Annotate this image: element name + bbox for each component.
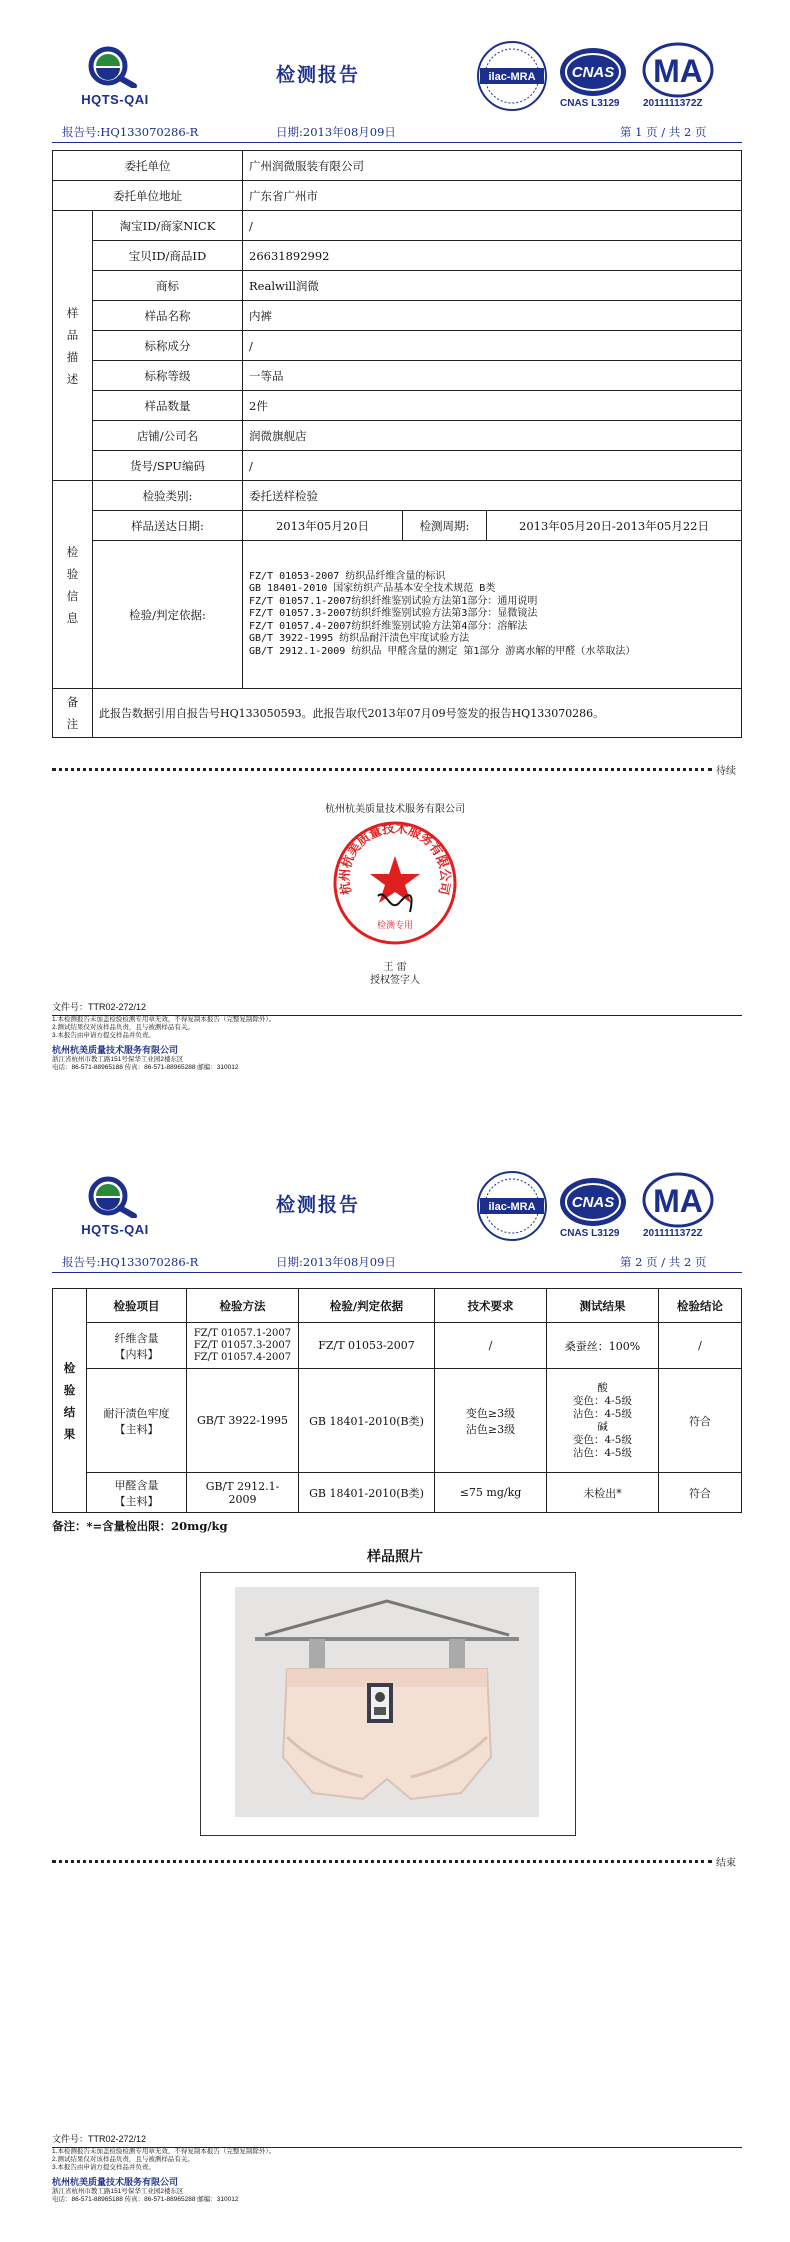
sample-label: 样品名称 [93, 301, 243, 331]
cnas-number: CNAS L3129 [560, 1228, 620, 1239]
ma-number: 2011111372Z [643, 1228, 703, 1239]
test-item: 甲醛含量 【主料】 [87, 1473, 187, 1513]
client-label: 委托单位 [53, 151, 243, 181]
logo-text: HQTS-QAI [81, 92, 149, 107]
sample-photo-title: 样品照片 [367, 1549, 423, 1565]
page-footer [52, 2132, 742, 2204]
detection-limit-note: 备注：*=含量检出限：20mg/kg [52, 1519, 228, 1533]
cnas-label: CNAS [571, 1194, 615, 1211]
seal-text: 杭州杭美质量技术服务有限公司 [336, 820, 454, 897]
footer-address: 浙江省杭州市教工路151号保华工业园2楼东区 [52, 2188, 184, 2195]
footer-note: 1.本检测报告未加盖检验检测专用章无效，不得复制本报告（完整复制除外）。 [52, 1016, 276, 1023]
inspection-type-value: 委托送样检验 [243, 481, 742, 511]
footer-contact: 电话：86-571-88965188 传真：86-571-88965288 邮编：310012 [52, 1064, 239, 1071]
basis-line: FZ/T 01057.4-2007纺织纤维鉴别试验方法第4部分：溶解法 [249, 620, 528, 632]
col-header: 测试结果 [547, 1289, 659, 1323]
cnas-label: CNAS [571, 64, 615, 81]
sample-photo [235, 1587, 539, 1817]
footer-company: 杭州杭美质量技术服务有限公司 [52, 1045, 179, 1055]
test-period-value: 2013年05月20日-2013年05月22日 [487, 511, 742, 541]
results-table [52, 1288, 742, 1513]
report-info-table [52, 150, 742, 738]
footer-address: 浙江省杭州市教工路151号保华工业园2楼东区 [52, 1056, 184, 1063]
end-divider [52, 1860, 712, 1863]
footer-note: 3.本报告由申请方提交样品并负责。 [52, 1032, 155, 1039]
sample-value: 2件 [243, 391, 742, 421]
sample-label: 宝贝ID/商品ID [93, 241, 243, 271]
table-row [53, 151, 742, 181]
table-row [53, 481, 742, 511]
test-method: FZ/T 01057.1-2007 FZ/T 01057.3-2007 FZ/T 01057.4-2007 [187, 1323, 299, 1369]
col-header: 检验结论 [659, 1289, 742, 1323]
continue-divider [52, 768, 712, 771]
inspection-info-group: 检 验 信 息 [53, 481, 93, 689]
sample-value: 一等品 [243, 361, 742, 391]
report-meta [0, 124, 790, 142]
report-header [0, 1130, 790, 1269]
footer-note: 2.测试结果仅对该样品负责，且与被测样品有关。 [52, 1024, 194, 1031]
basis-line: GB/T 3922-1995 纺织品耐汗渍色牢度试验方法 [249, 633, 470, 645]
test-requirement: / [435, 1323, 547, 1369]
cnas-number: CNAS L3129 [560, 98, 620, 109]
report-number: 报告号:HQ133070286-R [62, 125, 199, 139]
test-basis: GB 18401-2010(B类) [299, 1369, 435, 1473]
seal-subtext: 检测专用 [376, 921, 414, 931]
test-result: 桑蚕丝：100% [547, 1323, 659, 1369]
page-indicator: 第 1 页 / 共 2 页 [620, 125, 707, 139]
col-header: 检验方法 [187, 1289, 299, 1323]
sample-value: / [243, 451, 742, 481]
results-group: 检 验 结 果 [53, 1289, 87, 1513]
hqts-logo [60, 46, 170, 116]
report-number: 报告号:HQ133070286-R [62, 1255, 199, 1269]
page-indicator: 第 2 页 / 共 2 页 [620, 1255, 707, 1269]
table-row [53, 361, 742, 391]
report-header [0, 0, 790, 139]
table-row [53, 391, 742, 421]
inspection-type-label: 检验类别: [93, 481, 243, 511]
sample-value: / [243, 211, 742, 241]
signer-name: 王 雷 [383, 962, 407, 973]
sample-label: 标称成分 [93, 331, 243, 361]
page-footer [52, 1000, 742, 1072]
table-row [53, 331, 742, 361]
arrival-date-label: 样品送达日期: [93, 511, 243, 541]
ilac-mra-logo [476, 40, 548, 112]
test-requirement: ≤75 mg/kg [435, 1473, 547, 1513]
hqts-logo [60, 1176, 170, 1246]
test-item: 纤维含量 【内料】 [87, 1323, 187, 1369]
report-date: 日期:2013年08月09日 [276, 1255, 396, 1269]
test-basis: FZ/T 01053-2007 [299, 1323, 435, 1369]
basis-line: FZ/T 01057.1-2007纺织纤维鉴别试验方法第1部分：通用说明 [249, 595, 538, 607]
table-header-row [53, 1289, 742, 1323]
table-row [53, 241, 742, 271]
ma-label: MA [653, 1183, 703, 1219]
footer-contact: 电话：86-571-88965188 传真：86-571-88965288 邮编：310012 [52, 2196, 239, 2203]
col-header: 技术要求 [435, 1289, 547, 1323]
basis-line: FZ/T 01053-2007 纺织品纤维含量的标识 [249, 570, 446, 582]
sample-photo-frame [200, 1572, 576, 1836]
table-row [53, 301, 742, 331]
continue-word: 待续 [716, 766, 736, 777]
client-address-value: 广东省广州市 [243, 181, 742, 211]
basis-label: 检验/判定依据: [93, 541, 243, 689]
table-row [53, 1323, 742, 1369]
table-row [53, 181, 742, 211]
test-conclusion: 符合 [659, 1473, 742, 1513]
sample-value: 润微旗舰店 [243, 421, 742, 451]
table-row [53, 271, 742, 301]
end-word: 结束 [716, 1858, 736, 1869]
ma-number: 2011111372Z [643, 98, 703, 109]
issuing-company: 杭州杭美质量技术服务有限公司 [325, 804, 465, 815]
sample-label: 淘宝ID/商家NICK [93, 211, 243, 241]
test-result: 酸 变色：4-5级 沾色：4-5级 碱 变色：4-5级 沾色：4-5级 [547, 1369, 659, 1473]
basis-line: GB 18401-2010 国家纺织产品基本安全技术规范 B类 [249, 583, 496, 595]
sample-value: Realwill润微 [243, 271, 742, 301]
test-method: GB/T 2912.1-2009 [187, 1473, 299, 1513]
basis-line: GB/T 2912.1-2009 纺织品 甲醛含量的测定 第1部分 游离水解的甲醛（水萃取法） [249, 645, 636, 657]
table-row [53, 451, 742, 481]
sample-label: 标称等级 [93, 361, 243, 391]
basis-line: FZ/T 01057.3-2007纺织纤维鉴别试验方法第3部分：显微镜法 [249, 608, 538, 620]
ilac-mra-logo [476, 1170, 548, 1242]
col-header: 检验/判定依据 [299, 1289, 435, 1323]
sample-value: / [243, 331, 742, 361]
remark-value: 此报告数据引用自报告号HQ133050593。此报告取代2013年07月09号签发的报告HQ133070286。 [93, 689, 742, 738]
table-row [53, 689, 742, 738]
report-title: 检测报告 [276, 64, 361, 86]
col-header: 检验项目 [87, 1289, 187, 1323]
sample-description-group: 样 品 描 述 [53, 211, 93, 481]
sample-value: 26631892992 [243, 241, 742, 271]
footer-note: 2.测试结果仅对该样品负责，且与被测样品有关。 [52, 2156, 194, 2163]
file-number: 文件号：TTR02-272/12 [52, 1002, 147, 1012]
report-title: 检测报告 [276, 1194, 361, 1216]
report-date: 日期:2013年08月09日 [276, 125, 396, 139]
file-number: 文件号：TTR02-272/12 [52, 2134, 147, 2144]
ma-label: MA [653, 53, 703, 89]
footer-note: 3.本报告由申请方提交样品并负责。 [52, 2164, 155, 2171]
test-method: GB/T 3922-1995 [187, 1369, 299, 1473]
remark-label: 备 注 [53, 689, 93, 738]
header-rule [52, 142, 742, 143]
client-value: 广州润微服装有限公司 [243, 151, 742, 181]
footer-note: 1.本检测报告未加盖检验检测专用章无效，不得复制本报告（完整复制除外）。 [52, 2148, 276, 2155]
test-requirement: 变色≥3级 沾色≥3级 [435, 1369, 547, 1473]
table-row [53, 421, 742, 451]
report-page-2 [0, 1130, 790, 2242]
client-address-label: 委托单位地址 [53, 181, 243, 211]
test-result: 未检出* [547, 1473, 659, 1513]
header-rule [52, 1272, 742, 1273]
globe-magnifier-icon [84, 1176, 138, 1218]
official-seal [330, 818, 460, 948]
table-row [53, 511, 742, 541]
globe-magnifier-icon [84, 46, 138, 88]
sample-label: 货号/SPU编码 [93, 451, 243, 481]
sample-value: 内裤 [243, 301, 742, 331]
sample-label: 样品数量 [93, 391, 243, 421]
table-row [53, 211, 742, 241]
table-row [53, 1473, 742, 1513]
logo-text: HQTS-QAI [81, 1222, 149, 1237]
arrival-date-value: 2013年05月20日 [243, 511, 403, 541]
sample-label: 店铺/公司名 [93, 421, 243, 451]
signer-role: 授权签字人 [370, 975, 420, 986]
report-meta [0, 1254, 790, 1272]
basis-list [243, 541, 742, 689]
ilac-label: ilac-MRA [488, 71, 536, 83]
test-conclusion: / [659, 1323, 742, 1369]
report-page-1 [0, 0, 790, 1110]
table-row [53, 541, 742, 689]
ilac-label: ilac-MRA [488, 1201, 536, 1213]
test-period-label: 检测周期: [403, 511, 487, 541]
table-row [53, 1369, 742, 1473]
footer-company: 杭州杭美质量技术服务有限公司 [52, 2177, 179, 2187]
sample-label: 商标 [93, 271, 243, 301]
test-item: 耐汗渍色牢度 【主料】 [87, 1369, 187, 1473]
test-conclusion: 符合 [659, 1369, 742, 1473]
test-basis: GB 18401-2010(B类) [299, 1473, 435, 1513]
